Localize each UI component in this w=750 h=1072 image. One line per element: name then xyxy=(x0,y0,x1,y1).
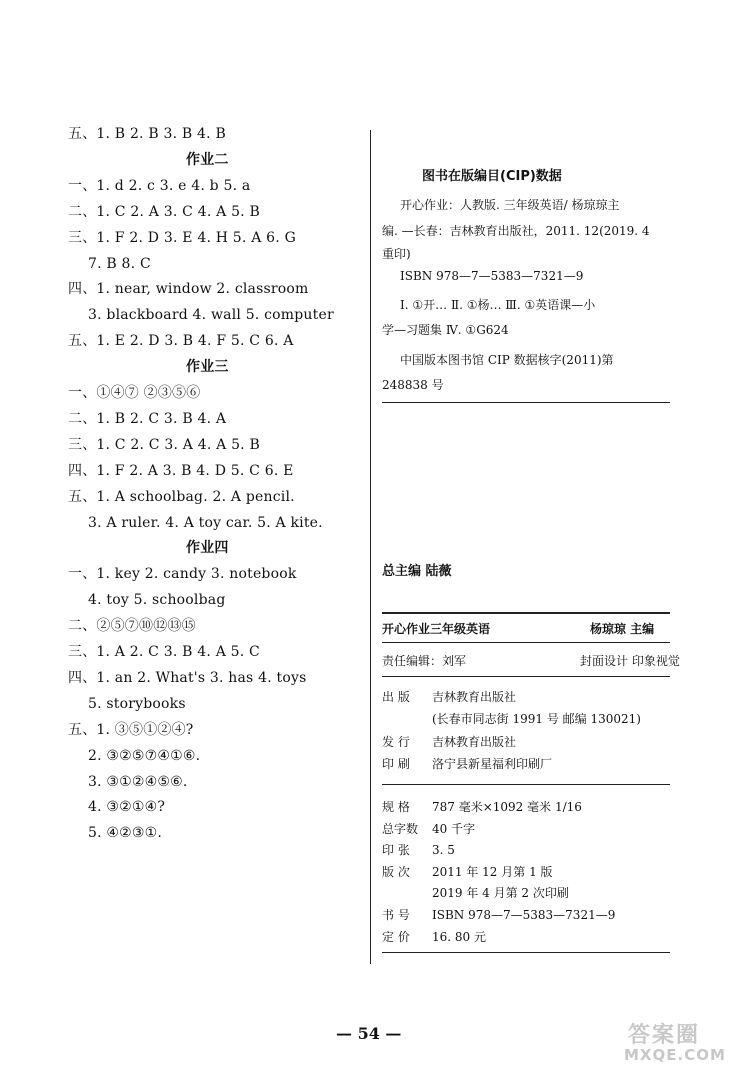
answer-line: 四、1. F 2. A 3. B 4. D 5. C 6. E xyxy=(68,462,294,479)
answer-line: 一、1. key 2. candy 3. notebook xyxy=(68,566,297,583)
answer-line: 3. ③①②④⑤⑥. xyxy=(88,773,188,790)
spec-value: 2019 年 4 月第 2 次印刷 xyxy=(432,886,569,901)
answer-line: 二、1. B 2. C 3. B 4. A xyxy=(68,410,227,427)
answer-line: 五、1. ③⑤①②④? xyxy=(68,721,194,738)
answer-line: 3. A ruler. 4. A toy car. 5. A kite. xyxy=(88,514,323,531)
cip-line: 248838 号 xyxy=(382,378,444,392)
book-rule-2 xyxy=(382,642,670,643)
answer-line: 三、1. C 2. C 3. A 4. A 5. B xyxy=(68,436,260,453)
printer-value: 洛宁县新星福利印刷厂 xyxy=(432,757,553,771)
section-heading: 作业二 xyxy=(186,151,229,168)
book-rule-4 xyxy=(382,784,670,785)
publisher-label: 出 版 xyxy=(382,690,410,704)
watermark-text-bottom: MXQE.COM xyxy=(624,1046,726,1064)
chief-editor: 总主编 陆薇 xyxy=(382,564,452,579)
watermark-text-top: 答案圈 xyxy=(628,1023,701,1048)
answer-line: 四、1. near, window 2. classroom xyxy=(68,281,309,298)
spec-label: 定 价 xyxy=(382,929,410,944)
answer-line: 4. toy 5. schoolbag xyxy=(88,592,226,609)
watermark-logo xyxy=(620,1018,740,1068)
book-top-rule xyxy=(382,612,670,614)
answer-line: 三、1. F 2. D 3. E 4. H 5. A 6. G xyxy=(68,229,296,246)
book-title: 开心作业三年级英语 xyxy=(382,622,491,636)
spec-value: ISBN 978—7—5383—7321—9 xyxy=(432,908,616,922)
responsible-editor: 责任编辑：刘军 xyxy=(382,654,467,668)
spec-label: 书 号 xyxy=(382,908,410,922)
cip-title: 图书在版编目(CIP)数据 xyxy=(422,169,562,184)
book-bottom-rule xyxy=(382,952,670,953)
answer-line: 4. ③②①④? xyxy=(88,799,166,816)
answer-line: 二、②⑤⑦⑩⑫⑬⑮ xyxy=(68,618,196,635)
answer-line: 3. blackboard 4. wall 5. computer xyxy=(88,307,334,324)
page-number: — 54 — xyxy=(336,1024,402,1043)
cover-design: 封面设计 印象视觉 xyxy=(580,654,680,668)
spec-value: 16. 80 元 xyxy=(432,929,486,944)
spec-label: 总字数 xyxy=(382,821,419,836)
answer-line: 四、1. an 2. What's 3. has 4. toys xyxy=(68,669,307,686)
spec-label: 版 次 xyxy=(382,864,410,879)
printer-label: 印 刷 xyxy=(382,757,410,771)
book-rule-3 xyxy=(382,676,670,677)
section-heading: 作业三 xyxy=(186,359,229,376)
spec-label: 规 格 xyxy=(382,800,410,814)
answer-line: 一、①④⑦ ②③⑤⑥ xyxy=(68,385,201,401)
cip-bottom-rule xyxy=(382,402,670,403)
cip-line: ISBN 978—7—5383—7321—9 xyxy=(400,269,584,283)
answer-line: 五、1. A schoolbag. 2. A pencil. xyxy=(68,488,295,505)
cip-line: 编. —长春：吉林教育出版社，2011. 12(2019. 4 xyxy=(382,224,650,238)
answer-line: 7. B 8. C xyxy=(88,255,151,272)
answer-line: 5. storybooks xyxy=(88,695,186,712)
column-divider xyxy=(370,130,371,964)
answer-line: 5. ④②③①. xyxy=(88,825,163,842)
cip-line: Ⅰ. ①开… Ⅱ. ①杨… Ⅲ. ①英语课—小 xyxy=(400,298,596,312)
publisher-value: 吉林教育出版社 xyxy=(432,690,517,704)
answer-line: 三、1. A 2. C 3. B 4. A 5. C xyxy=(68,644,260,660)
issuer-value: 吉林教育出版社 xyxy=(432,735,517,749)
answer-line: 五、1. E 2. D 3. B 4. F 5. C 6. A xyxy=(68,333,294,350)
answer-line: 一、1. d 2. c 3. e 4. b 5. a xyxy=(68,177,251,194)
cip-line: 重印) xyxy=(382,247,411,261)
spec-value: 787 毫米×1092 毫米 1/16 xyxy=(432,800,582,814)
cip-line: 学—习题集 Ⅳ. ①G624 xyxy=(382,323,509,337)
cip-line: 开心作业：人教版. 三年级英语/ 杨琼琼主 xyxy=(400,198,620,212)
book-editor: 杨琼琼 主编 xyxy=(590,622,655,636)
spec-value: 40 千字 xyxy=(432,821,476,836)
issuer-label: 发 行 xyxy=(382,735,410,749)
spec-value: 2011 年 12 月第 1 版 xyxy=(432,864,553,879)
answer-line: 五、1. B 2. B 3. B 4. B xyxy=(68,126,226,142)
section-heading: 作业四 xyxy=(186,540,229,557)
publisher-address: (长春市同志街 1991 号 邮编 130021) xyxy=(432,712,641,726)
spec-label: 印 张 xyxy=(382,843,410,858)
answer-line: 二、1. C 2. A 3. C 4. A 5. B xyxy=(68,203,260,220)
answer-line: 2. ③②⑤⑦④①⑥. xyxy=(88,747,201,764)
spec-value: 3. 5 xyxy=(432,843,455,858)
cip-line: 中国版本图书馆 CIP 数据核字(2011)第 xyxy=(400,353,614,367)
